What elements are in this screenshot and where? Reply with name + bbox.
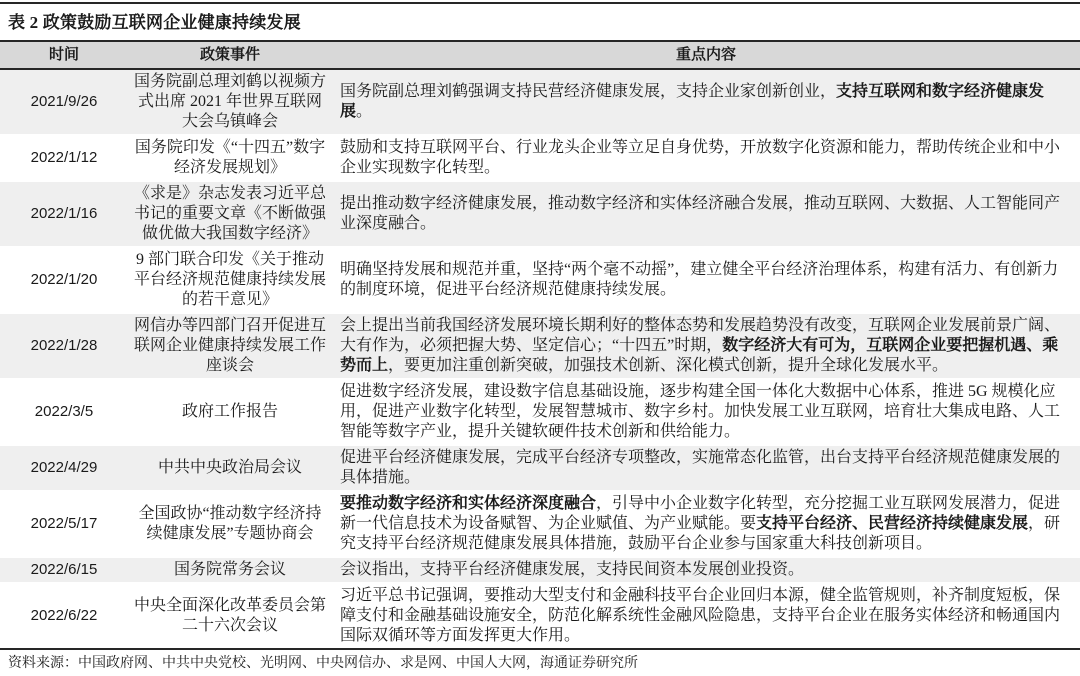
table-row — [0, 181, 1080, 247]
row-date: 2022/6/22 — [30, 607, 98, 624]
row-content — [332, 313, 1080, 379]
column-header-time: 时间 — [48, 47, 79, 63]
row-event: 国务院印发《“十四五”数字经济发展规划》 — [134, 139, 326, 176]
content-segment-bold: 支持平台经济、民营经济持续健康发展 — [756, 515, 1029, 532]
row-content — [332, 491, 1080, 557]
content-segment: 习近平总书记强调，要推动大型支付和金融科技平台企业回归本源，健全监管规则，补齐制度短板，保障支付和金融基础设施安全，防范化解系统性金融风险隐患，支持平台企业在服务实体经济和畅通国内国际双循环等方面发挥更大作用。 — [340, 587, 1061, 644]
table-row — [0, 247, 1080, 313]
table-row — [0, 135, 1080, 181]
row-date: 2022/5/17 — [30, 515, 98, 532]
table-row — [0, 557, 1080, 583]
row-content — [332, 135, 1080, 181]
row-date: 2022/1/12 — [30, 149, 98, 166]
row-content — [332, 247, 1080, 313]
content-segment: 提出推动数字经济健康发展，推动数字经济和实体经济融合发展，推动互联网、大数据、人工智能同产业深度融合。 — [340, 195, 1061, 232]
content-segment: ，引导中小企业数字化转型，充分挖掘工业互联网发展潜力，促进新一代信息技术为设备赋智、为企业赋值、为产业赋能。要 — [340, 495, 1061, 532]
table-row — [0, 379, 1080, 445]
column-header-policy-event: 政策事件 — [199, 47, 260, 63]
row-event: 全国政协“推动数字经济持续健康发展”专题协商会 — [138, 505, 322, 542]
content-segment: 国务院副总理刘鹤强调支持民营经济健康发展，支持企业家创新创业， — [340, 83, 837, 100]
table-title: 表 2 政策鼓励互联网企业健康持续发展 — [8, 13, 301, 32]
table-row — [0, 583, 1080, 648]
content-segment: 鼓励和支持互联网平台、行业龙头企业等立足自身优势，开放数字化资源和能力，帮助传统企业和中小企业实现数字化转型。 — [340, 139, 1061, 176]
row-event: 政府工作报告 — [181, 403, 278, 420]
table-row — [0, 491, 1080, 557]
row-event: 9 部门联合印发《关于推动平台经济规范健康持续发展的若干意见》 — [133, 251, 326, 308]
row-event: 《求是》杂志发表习近平总书记的重要文章《不断做强做优做大我国数字经济》 — [133, 185, 326, 242]
row-event: 国务院常务会议 — [173, 561, 286, 578]
row-content — [332, 69, 1080, 135]
row-event: 网信办等四部门召开促进互联网企业健康持续发展工作座谈会 — [133, 317, 326, 374]
content-segment-bold: 数字经济大有可为，互联网企业要把握机遇、乘势而上 — [340, 337, 1059, 374]
row-date: 2022/1/28 — [30, 337, 98, 354]
row-event: 国务院副总理刘鹤以视频方式出席 2021 年世界互联网大会乌镇峰会 — [133, 73, 326, 130]
content-segment-bold: 支持互联网和数字经济健康发展 — [340, 83, 1045, 120]
content-segment: 促进数字经济发展，建设数字信息基础设施，逐步构建全国一体化大数据中心体系，推进 5G 规模化应用，促进产业数字化转型，发展智慧城市、数字乡村。加快发展工业互联网，培育壮大集成电路、人工智能等数字产业，提升关键软硬件技术创新和供给能力。 — [340, 383, 1061, 440]
row-date: 2022/1/16 — [30, 205, 98, 222]
column-header-key-content: 重点内容 — [675, 47, 736, 63]
content-segment: 促进平台经济健康发展，完成平台经济专项整改，实施常态化监管，出台支持平台经济规范健康发展的具体措施。 — [340, 449, 1061, 486]
content-segment: 会议指出，支持平台经济健康发展，支持民间资本发展创业投资。 — [340, 561, 805, 578]
row-content — [332, 379, 1080, 445]
row-content — [332, 557, 1080, 583]
content-segment: 。 — [356, 103, 373, 120]
content-segment-bold: 要推动数字经济和实体经济深度融合 — [340, 495, 597, 512]
row-date: 2022/3/5 — [34, 403, 94, 420]
row-date: 2022/6/15 — [30, 561, 98, 578]
row-date: 2021/9/26 — [30, 93, 98, 110]
row-content — [332, 181, 1080, 247]
source-note: 资料来源：中国政府网、中共中央党校、光明网、中央网信办、求是网、中国人大网，海通证券研究所 — [0, 648, 1080, 676]
row-content — [332, 583, 1080, 648]
table-row — [0, 313, 1080, 379]
row-date: 2022/4/29 — [30, 459, 98, 476]
policy-table — [0, 40, 1080, 648]
row-content — [332, 445, 1080, 491]
content-segment: 明确坚持发展和规范并重，坚持“两个毫不动摇”，建立健全平台经济治理体系，构建有活力、有创新力的制度环境，促进平台经济规范健康持续发展。 — [340, 261, 1059, 298]
table-row — [0, 445, 1080, 491]
row-date: 2022/1/20 — [30, 271, 98, 288]
row-event: 中共中央政治局会议 — [157, 459, 302, 476]
table-body — [0, 69, 1080, 648]
table-header-row — [0, 41, 1080, 69]
row-event: 中央全面深化改革委员会第二十六次会议 — [133, 597, 326, 634]
table-row — [0, 69, 1080, 135]
content-segment: ，研究支持平台经济规范健康发展具体措施，鼓励平台企业参与国家重大科技创新项目。 — [340, 515, 1061, 552]
content-segment: 会上提出当前我国经济发展环境长期利好的整体态势和发展趋势没有改变，互联网企业发展前景广阔、大有作为，必须把握大势、坚定信心；“十四五”时期， — [340, 317, 1061, 354]
content-segment: ，要更加注重创新突破，加强技术创新、深化模式创新，提升全球化发展水平。 — [388, 357, 949, 374]
